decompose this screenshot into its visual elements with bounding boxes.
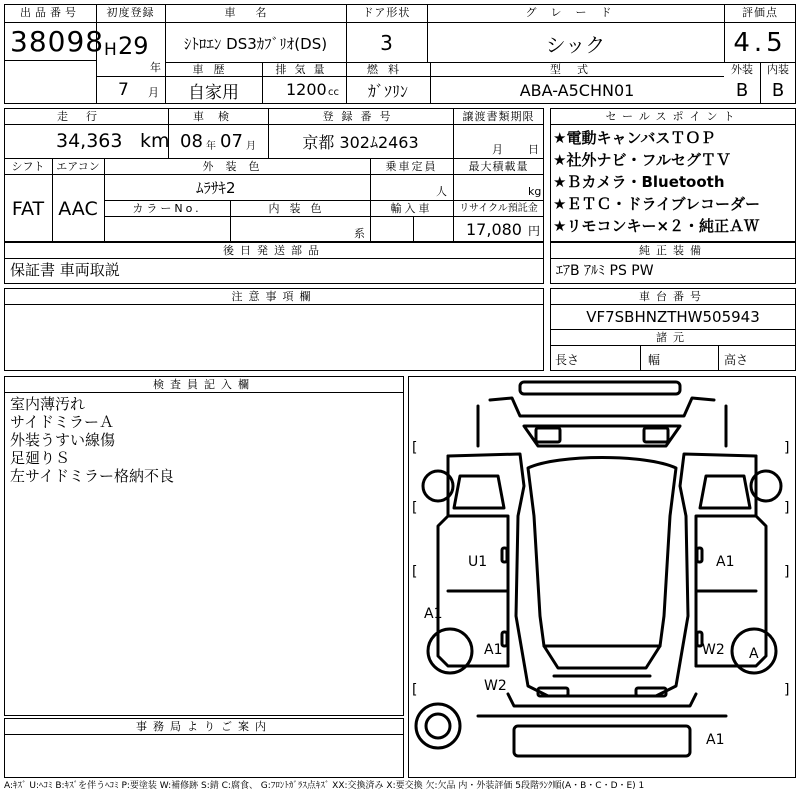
first-reg-year: 29 — [118, 32, 149, 60]
genuine-equipment-label: 純正装備 — [639, 244, 707, 257]
displacement-value: 1200 — [286, 80, 327, 99]
mileage-label: 走行 — [57, 110, 115, 123]
recycle-label: リサイクル預託金 — [459, 203, 538, 214]
import-label: 輸入車 — [390, 202, 433, 215]
ext-color-value: ﾑﾗｻｷ2 — [196, 179, 236, 197]
damage-mark: A1 — [706, 732, 725, 748]
height-label: 高さ — [724, 353, 749, 367]
chassis-label: 車台番号 — [639, 290, 707, 303]
damage-mark: A1 — [716, 554, 735, 570]
ext-color-label: 外装色 — [202, 160, 272, 173]
car-name-label: 車名 — [224, 6, 287, 19]
diagram-bracket: ] — [784, 500, 790, 516]
inspection-label: 車検 — [193, 110, 243, 123]
mileage-unit: km — [140, 130, 170, 152]
history-value: 自家用 — [188, 83, 239, 103]
sales-points-label: セールスポイント — [605, 110, 741, 123]
shift-label: シフト — [11, 160, 45, 173]
history-label: 車歴 — [192, 63, 235, 76]
recycle-unit: 円 — [528, 224, 541, 238]
door-value: 3 — [380, 31, 393, 55]
inspector-line-2: サイドミラーＡ — [10, 413, 114, 431]
displacement-unit: cc — [328, 87, 339, 98]
exterior-grade: B — [735, 80, 749, 101]
inspection-month-unit: 月 — [246, 141, 256, 152]
sales-point-4: ★ＥＴＣ・ドライブレコーダー — [553, 195, 760, 213]
ac-label: エアコン — [56, 160, 100, 173]
inspector-line-4: 足廻りＳ — [10, 449, 71, 467]
interior-label: 内装 — [767, 63, 789, 76]
damage-mark: A1 — [484, 642, 503, 658]
first-reg-month-unit: 月 — [148, 86, 159, 99]
car-name: ｼﾄﾛｴﾝ DS3ｶﾌﾞﾘｵ(DS) — [183, 34, 328, 53]
notes-label: 注意事項欄 — [231, 290, 317, 303]
first-reg-label: 初度登録 — [106, 6, 155, 19]
dimensions-label: 諸元 — [656, 331, 690, 344]
model-label: 型式 — [550, 63, 604, 76]
later-parts-value: 保証書 車両取説 — [10, 261, 120, 279]
genuine-equipment-value: ｴｱB ｱﾙﾐ PS PW — [556, 263, 654, 279]
legend-text: A:ｷｽﾞ U:ﾍｺﾐ B:ｷｽﾞを伴うﾍｺﾐ P:要塗装 W:補修跡 S:錆 C:腐食、 G:ﾌﾛﾝﾄｶﾞﾗｽ点ｷｽﾞ XX:交換済み X:要交換 欠:欠品 内・外装評価 5段階ﾗﾝｸ順(A・B・C・D・E) 1 — [4, 781, 645, 791]
diagram-bracket: ] — [784, 682, 790, 698]
recycle-value: 17,080 — [466, 220, 522, 239]
damage-mark: W2 — [484, 678, 507, 694]
reg-no-value: 京都 302ﾑ2463 — [302, 133, 419, 152]
transfer-day: 日 — [528, 143, 539, 156]
inspector-line-3: 外装うすい線傷 — [10, 431, 116, 449]
first-reg-month: 7 — [118, 80, 129, 100]
int-color-label: 内装色 — [268, 202, 332, 215]
damage-mark: W2 — [702, 642, 725, 658]
damage-mark: U1 — [468, 554, 488, 570]
diagram-bracket: [ — [412, 564, 418, 580]
office-label: 事務局よりご案内 — [136, 720, 272, 733]
fuel-value: ｶﾞｿﾘﾝ — [367, 82, 408, 101]
sales-point-3: ★Ｂカメラ・Bluetooth — [553, 173, 725, 191]
mileage-value: 34,363 — [56, 130, 123, 152]
inspector-line-5: 左サイドミラー格納不良 — [10, 467, 174, 485]
int-color-suffix: 系 — [354, 227, 365, 240]
lot-number: 38098 — [10, 25, 105, 58]
inspection-year: 08 — [180, 131, 203, 152]
capacity-label: 乗車定員 — [385, 160, 438, 173]
transfer-month: 月 — [492, 143, 503, 156]
grade-value: シック — [545, 32, 606, 57]
interior-grade: B — [771, 80, 785, 101]
inspector-line-1: 室内薄汚れ — [10, 395, 86, 413]
sales-point-5: ★リモコンキー×２・純正ＡＷ — [553, 217, 760, 235]
exterior-label: 外装 — [731, 63, 753, 76]
damage-mark: A1 — [424, 606, 443, 622]
transfer-label: 譲渡書類期限 — [462, 110, 535, 123]
score-label: 評価点 — [742, 6, 778, 19]
first-reg-era: H — [104, 40, 117, 60]
ac-value: AAC — [58, 197, 98, 220]
reg-no-label: 登録番号 — [322, 110, 399, 123]
length-label: 長さ — [555, 353, 580, 367]
max-load-label: 最大積載量 — [468, 160, 529, 173]
shift-value: FAT — [11, 197, 45, 220]
diagram-bracket: ] — [784, 440, 790, 456]
diagram-bracket: ] — [784, 564, 790, 580]
inspector-label: 検査員記入欄 — [153, 378, 255, 391]
width-label: 幅 — [648, 353, 661, 367]
sales-point-1: ★電動キャンバスＴＯＰ — [553, 129, 716, 147]
sales-point-2: ★社外ナビ・フルセグＴＶ — [553, 151, 731, 169]
door-label: ドア形状 — [362, 6, 411, 19]
diagram-bracket: [ — [412, 500, 418, 516]
score-value: 4.5 — [733, 28, 787, 58]
model-value: ABA-A5CHN01 — [519, 81, 635, 100]
diagram-bracket: [ — [412, 440, 418, 456]
grade-label: グレード — [525, 6, 626, 19]
fuel-label: 燃料 — [367, 63, 409, 76]
damage-mark: A — [749, 646, 759, 662]
later-parts-label: 後日発送部品 — [223, 244, 325, 257]
lot-label: 出品番号 — [20, 6, 80, 19]
capacity-unit: 人 — [436, 185, 447, 198]
first-reg-year-unit: 年 — [150, 61, 161, 74]
chassis-number: VF7SBHNZTHW505943 — [586, 308, 760, 326]
displacement-label: 排気量 — [275, 63, 333, 76]
inspection-year-unit: 年 — [206, 141, 216, 152]
max-load-unit: kg — [528, 185, 542, 198]
car-diagram — [408, 376, 796, 778]
inspection-month: 07 — [220, 131, 243, 152]
color-no-label: カラーNo. — [132, 202, 202, 215]
diagram-bracket: [ — [412, 682, 418, 698]
